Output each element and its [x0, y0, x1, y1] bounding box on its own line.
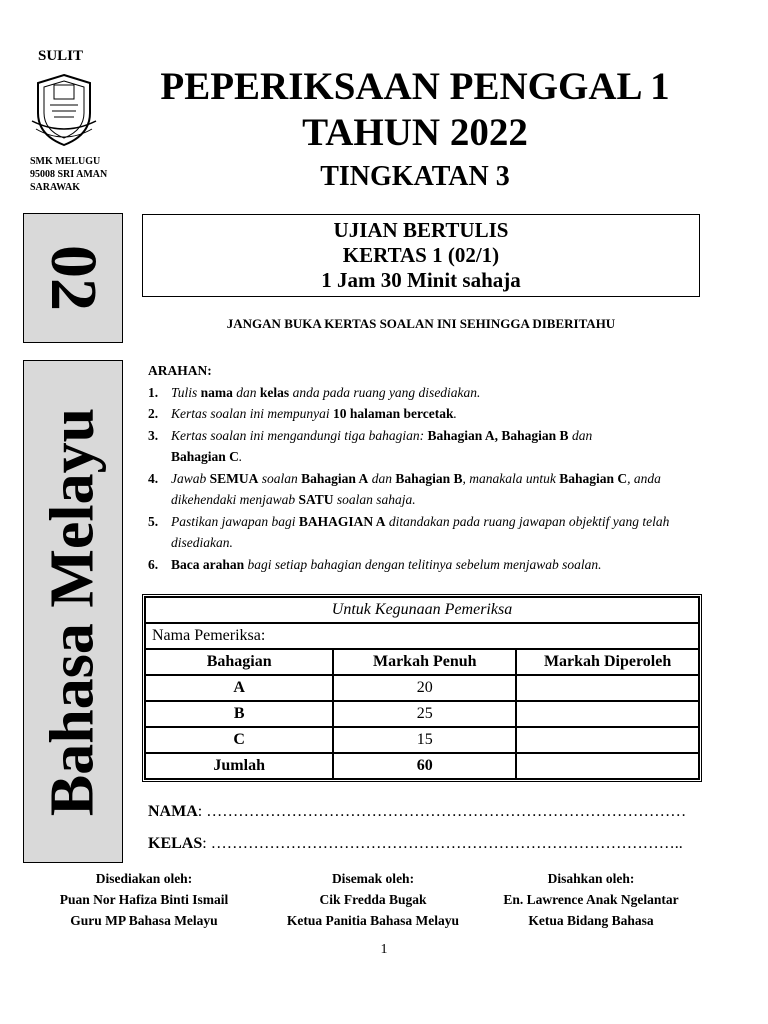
instruction-bold: Bahagian A — [301, 470, 369, 486]
column-header: Bahagian — [145, 649, 333, 675]
name-dots: : ……………………………………………………………………………… — [197, 803, 687, 820]
school-address — [30, 155, 107, 194]
section-cell: A — [145, 675, 333, 701]
paper-number: KERTAS 1 (02/1) — [342, 243, 500, 267]
instruction-text: Tulis — [171, 384, 201, 400]
instruction-number: 2. — [148, 406, 159, 421]
instruction-item — [148, 425, 708, 468]
full-mark-cell: 15 — [333, 727, 516, 753]
signature-role: Disemak oleh: — [331, 871, 415, 886]
table-row — [145, 727, 699, 753]
table-row — [145, 623, 699, 649]
table-row — [145, 701, 699, 727]
paper-duration: 1 Jam 30 Minit sahaja — [321, 268, 521, 292]
signature-role: Disediakan oleh: — [95, 871, 193, 886]
obtained-mark-cell[interactable] — [516, 727, 699, 753]
exam-year: TAHUN 2022 — [302, 111, 528, 154]
table-header-row — [145, 649, 699, 675]
instruction-item — [148, 554, 708, 576]
instructions-heading: ARAHAN: — [148, 363, 212, 378]
instruction-bold: nama — [200, 384, 233, 400]
total-full-mark: 60 — [333, 753, 516, 779]
instruction-bold: Bahagian C — [559, 470, 628, 486]
signature-prepared — [24, 868, 264, 931]
signature-title: Guru MP Bahasa Melayu — [70, 913, 218, 928]
class-label: KELAS — [148, 835, 203, 852]
exam-title: PEPERIKSAAN PENGGAL 1 — [160, 65, 670, 108]
instruction-item — [148, 403, 708, 425]
instruction-text: dan — [232, 384, 260, 400]
paper-type: UJIAN BERTULIS — [333, 218, 509, 242]
instruction-text: , manakala untuk — [462, 470, 560, 486]
total-obtained-mark[interactable] — [516, 753, 699, 779]
signature-title: Ketua Panitia Bahasa Melayu — [286, 913, 460, 928]
total-row — [145, 753, 699, 779]
total-label: Jumlah — [145, 753, 333, 779]
examiner-table — [142, 594, 702, 782]
subject-name: Bahasa Melayu — [38, 407, 107, 816]
signature-approved — [471, 868, 711, 931]
instruction-bold: Bahagian C — [171, 449, 239, 464]
school-line: 95008 SRI AMAN — [30, 169, 108, 180]
instruction-bold: BAHAGIAN A — [298, 513, 386, 529]
instruction-text: bagi setiap bahagian dengan telitinya sebelum menjawab soalan. — [244, 556, 602, 572]
table-row — [145, 597, 699, 623]
signature-name: En. Lawrence Anak Ngelantar — [503, 892, 679, 907]
signature-role: Disahkan oleh: — [547, 871, 635, 886]
subject-box — [23, 360, 123, 863]
school-line: SMK MELUGU — [30, 156, 101, 167]
instruction-text: Kertas soalan ini mengandungi tiga bahagian: — [171, 427, 428, 443]
signature-name: Puan Nor Hafiza Binti Ismail — [59, 892, 229, 907]
instruction-text: dan — [368, 470, 396, 486]
class-dots: : …………………………………………………………………………….. — [202, 835, 683, 852]
full-mark-cell: 20 — [333, 675, 516, 701]
page-number: 1 — [380, 942, 388, 957]
instruction-text: soalan sahaja. — [333, 492, 416, 507]
examiner-table-title: Untuk Kegunaan Pemeriksa — [145, 597, 699, 623]
column-header: Markah Diperoleh — [516, 649, 699, 675]
obtained-mark-cell[interactable] — [516, 675, 699, 701]
student-name-line[interactable] — [148, 803, 686, 821]
instructions — [148, 360, 708, 575]
signature-checked — [253, 868, 493, 931]
instruction-bold: SEMUA — [209, 470, 259, 486]
examiner-name-field[interactable]: Nama Pemeriksa: — [145, 623, 699, 649]
obtained-mark-cell[interactable] — [516, 701, 699, 727]
instruction-number: 6. — [148, 556, 159, 572]
warning-text: JANGAN BUKA KERTAS SOALAN INI SEHINGGA DIBERITAHU — [226, 316, 616, 331]
paper-code: 02 — [37, 245, 110, 311]
student-class-line[interactable] — [148, 835, 683, 853]
paper-info-box — [142, 214, 700, 297]
instruction-item — [148, 382, 708, 404]
instruction-text: , anda dikehendaki menjawab — [171, 470, 661, 507]
section-cell: B — [145, 701, 333, 727]
section-cell: C — [145, 727, 333, 753]
instruction-bold: 10 halaman bercetak — [333, 406, 454, 421]
instruction-text: Pastikan jawapan bagi — [171, 513, 299, 529]
instruction-bold: SATU — [298, 492, 334, 507]
instruction-text: soalan — [258, 470, 302, 486]
instruction-item — [148, 468, 708, 511]
signature-title: Ketua Bidang Bahasa — [528, 913, 654, 928]
full-mark-cell: 25 — [333, 701, 516, 727]
instruction-text: Kertas soalan ini mempunyai — [171, 406, 333, 421]
instruction-text: . — [453, 406, 457, 421]
form-level: TINGKATAN 3 — [320, 161, 510, 192]
instruction-text: dan — [568, 427, 593, 443]
column-header: Markah Penuh — [333, 649, 516, 675]
instruction-bold: Bahagian B — [395, 470, 463, 486]
school-crest-logo — [30, 73, 98, 147]
classification-label: SULIT — [38, 48, 84, 64]
instruction-number: 4. — [148, 470, 159, 486]
table-row — [145, 675, 699, 701]
instruction-number: 1. — [148, 384, 159, 400]
paper-code-box — [23, 213, 123, 343]
instruction-text: . — [238, 449, 243, 464]
instruction-text: ditandakan pada ruang jawapan objektif yang telah disediakan. — [171, 513, 670, 550]
instruction-number: 3. — [148, 427, 159, 443]
instruction-text: anda pada ruang yang disediakan. — [289, 384, 481, 400]
instruction-bold: kelas — [259, 384, 290, 400]
instruction-bold: Bahagian A, Bahagian B — [427, 427, 569, 443]
instruction-text: Jawab — [171, 470, 210, 486]
instruction-number: 5. — [148, 513, 159, 529]
instruction-item — [148, 511, 708, 554]
signature-name: Cik Fredda Bugak — [319, 892, 427, 907]
name-label: NAMA — [148, 803, 198, 820]
instruction-bold: Baca arahan — [171, 556, 245, 572]
school-line: SARAWAK — [30, 182, 81, 193]
